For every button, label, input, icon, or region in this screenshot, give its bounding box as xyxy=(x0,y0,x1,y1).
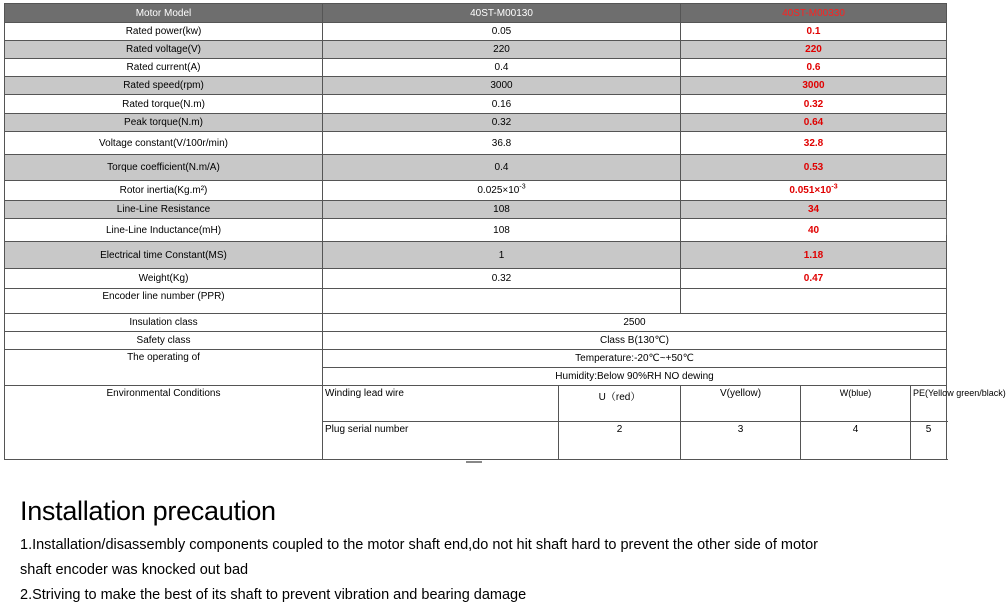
row-value-b: 0.6 xyxy=(681,59,947,77)
row-label: Torque coefficient(N.m/A) xyxy=(5,155,323,181)
operating-humidity: Humidity:Below 90%RH NO dewing xyxy=(323,368,947,386)
row-label: Rated torque(N.m) xyxy=(5,95,323,114)
row-value-a xyxy=(323,289,681,314)
installation-line-1: 1.Installation/disassembly components coupled to the motor shaft end,do not hit shaft hard to prevent the other side of motor xyxy=(20,537,818,553)
row-value-b: 0.1 xyxy=(681,23,947,41)
winding-row xyxy=(5,386,947,422)
row-label: Voltage constant(V/100r/min) xyxy=(5,132,323,155)
row-value-a: 0.32 xyxy=(323,269,681,289)
table-edge-mark xyxy=(946,215,947,235)
exponent-a: -3 xyxy=(519,183,526,191)
winding-v: V(yellow) xyxy=(681,386,801,422)
row-value-a xyxy=(323,181,681,201)
row-value-b: 0.53 xyxy=(681,155,947,181)
row-value-b xyxy=(681,289,947,314)
row-value-a: 220 xyxy=(323,41,681,59)
row-value-b: 40 xyxy=(681,219,947,242)
row-value-a: 36.8 xyxy=(323,132,681,155)
row-value-a: 108 xyxy=(323,219,681,242)
row-value-a: 1 xyxy=(323,242,681,269)
table-under-mark xyxy=(466,461,482,463)
insulation-row xyxy=(5,314,947,332)
row-value-a: 3000 xyxy=(323,77,681,95)
table-row xyxy=(5,181,947,201)
row-label: Electrical time Constant(MS) xyxy=(5,242,323,269)
header-label: Motor Model xyxy=(5,4,323,23)
row-value-b: 0.47 xyxy=(681,269,947,289)
table-row xyxy=(5,132,947,155)
row-value-b: 0.32 xyxy=(681,95,947,114)
row-value-a: 0.4 xyxy=(323,59,681,77)
table-row xyxy=(5,219,947,242)
row-value-a: 0.32 xyxy=(323,114,681,132)
row-value-b xyxy=(681,181,947,201)
winding-w: W(blue) xyxy=(801,386,911,422)
table-row xyxy=(5,95,947,114)
row-value-b: 220 xyxy=(681,41,947,59)
table-row xyxy=(5,114,947,132)
row-value-b: 0.64 xyxy=(681,114,947,132)
row-label: Line-Line Inductance(mH) xyxy=(5,219,323,242)
insulation-label: Insulation class xyxy=(5,314,323,332)
header-row xyxy=(5,4,947,23)
environment-label: Environmental Conditions xyxy=(5,386,323,460)
safety-value: Class B(130℃) xyxy=(323,332,947,350)
row-value-a: 0.16 xyxy=(323,95,681,114)
row-value-a: 0.05 xyxy=(323,23,681,41)
row-value-a: 0.4 xyxy=(323,155,681,181)
row-label: Rated voltage(V) xyxy=(5,41,323,59)
row-value-b: 34 xyxy=(681,201,947,219)
row-value-b: 32.8 xyxy=(681,132,947,155)
plug-label: Plug serial number xyxy=(323,422,559,460)
insulation-value: 2500 xyxy=(323,314,947,332)
row-label: Rated speed(rpm) xyxy=(5,77,323,95)
row-label: Rated current(A) xyxy=(5,59,323,77)
table-row xyxy=(5,59,947,77)
plug-u: 2 xyxy=(559,422,681,460)
motor-spec-table xyxy=(4,3,1006,460)
table-row xyxy=(5,77,947,95)
plug-v: 3 xyxy=(681,422,801,460)
rotor-inertia-b: 0.051×10 xyxy=(789,185,832,196)
table-row xyxy=(5,23,947,41)
operating-row xyxy=(5,350,947,368)
row-value-b: 1.18 xyxy=(681,242,947,269)
winding-label: Winding lead wire xyxy=(323,386,559,422)
table-row xyxy=(5,155,947,181)
row-label: Encoder line number (PPR) xyxy=(5,289,323,314)
safety-row xyxy=(5,332,947,350)
row-label: Line-Line Resistance xyxy=(5,201,323,219)
installation-line-2: shaft encoder was knocked out bad xyxy=(20,562,249,578)
table-row xyxy=(5,269,947,289)
table-row xyxy=(5,289,947,314)
installation-title: Installation precaution xyxy=(20,496,276,526)
winding-pe: PE(Yellow green/black) xyxy=(911,386,947,422)
operating-temperature: Temperature:-20℃~+50℃ xyxy=(323,350,947,368)
table-row xyxy=(5,41,947,59)
row-value-b: 3000 xyxy=(681,77,947,95)
row-label: Peak torque(N.m) xyxy=(5,114,323,132)
row-label: Weight(Kg) xyxy=(5,269,323,289)
winding-u: U（red） xyxy=(559,386,681,422)
header-model-b: 40ST-M00330 xyxy=(681,4,947,23)
table-row xyxy=(5,242,947,269)
operating-label: The operating of xyxy=(5,350,323,386)
row-label: Rotor inertia(Kg.m²) xyxy=(5,181,323,201)
row-value-a: 108 xyxy=(323,201,681,219)
header-model-a: 40ST-M00130 xyxy=(323,4,681,23)
rotor-inertia-a: 0.025×10 xyxy=(477,185,520,196)
exponent-b: -3 xyxy=(831,183,838,191)
installation-line-3: 2.Striving to make the best of its shaft to prevent vibration and bearing damage xyxy=(20,587,527,603)
table-row xyxy=(5,201,947,219)
plug-w: 4 xyxy=(801,422,911,460)
row-label: Rated power(kw) xyxy=(5,23,323,41)
plug-pe: 5 xyxy=(911,422,947,460)
safety-label: Safety class xyxy=(5,332,323,350)
